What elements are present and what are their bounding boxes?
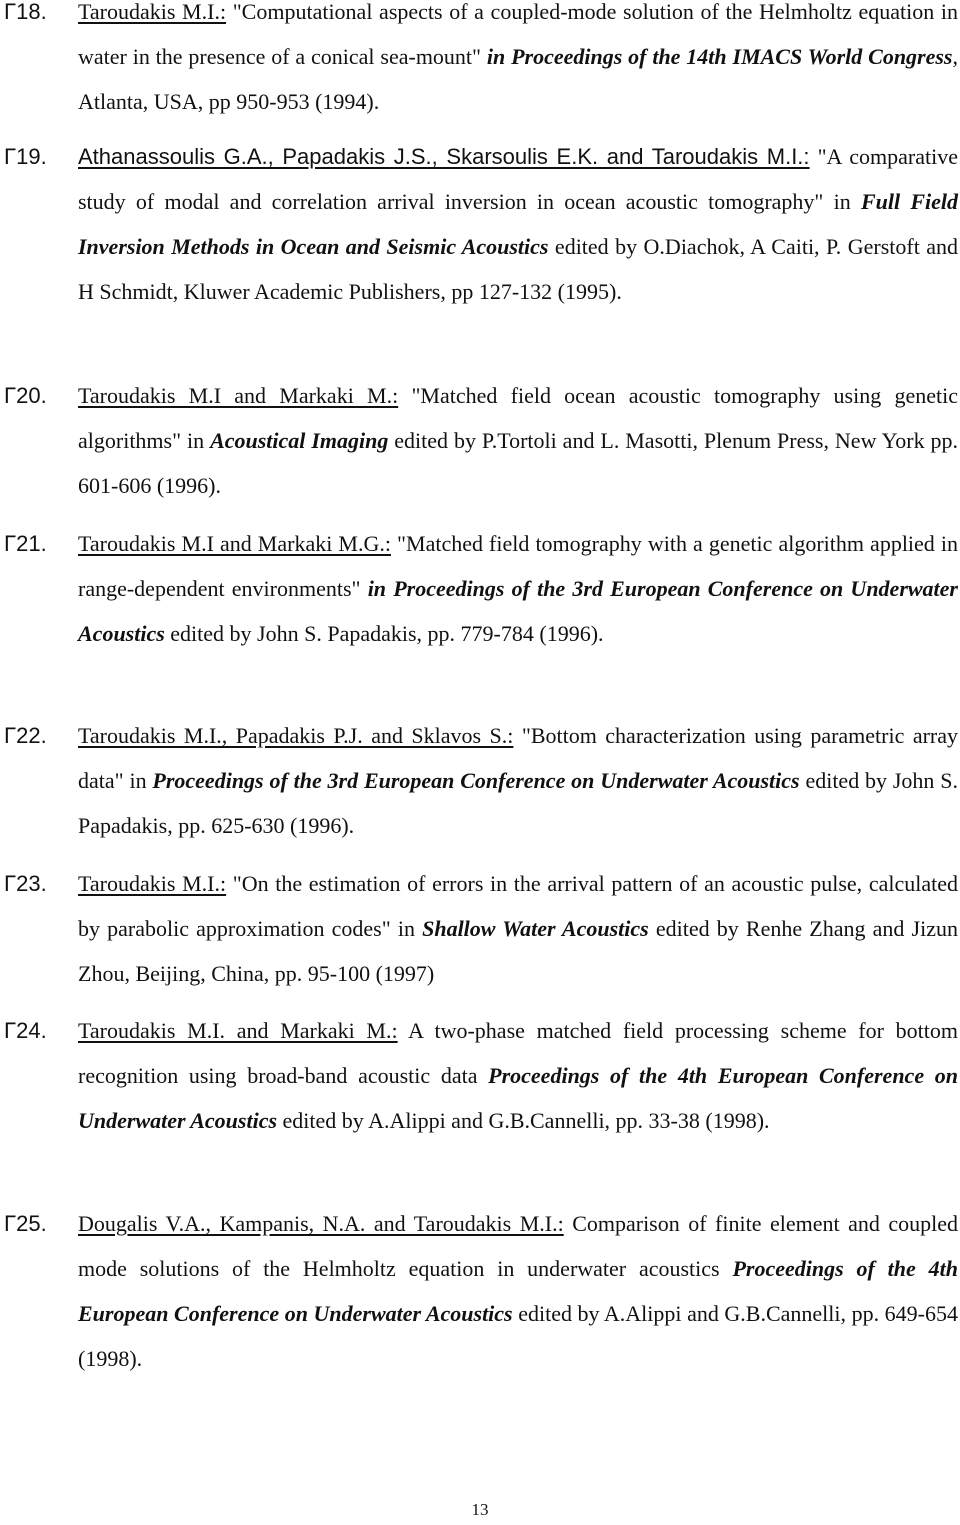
reference-authors: Taroudakis M.I.: xyxy=(78,0,227,24)
reference-title: "On the estimation of errors in the arrival pattern of an acoustic pulse, calculated by parabolic approximation codes" in xyxy=(78,871,958,941)
reference-details: , Atlanta, USA, pp 950-953 (1994). xyxy=(78,44,958,114)
reference-authors: Taroudakis M.I. and Markaki M.: xyxy=(78,1018,398,1043)
reference-text xyxy=(78,1201,958,1381)
reference-title: "A comparative study of modal and correlation arrival inversion in ocean acoustic tomography" in xyxy=(78,144,958,214)
reference-number: Γ24. xyxy=(4,1018,47,1043)
reference-authors: Taroudakis M.I., Papadakis P.J. and Sklavos S.: xyxy=(78,723,514,748)
reference-authors: Taroudakis M.I and Markaki M.: xyxy=(78,383,399,408)
reference-venue: Full Field Inversion Methods in Ocean and Seismic Acoustics xyxy=(78,189,959,259)
reference-text xyxy=(78,134,958,314)
reference-number: Γ19. xyxy=(4,144,47,169)
reference-details: edited by John S. Papadakis, pp. 625-630 (1996). xyxy=(78,768,958,838)
reference-text xyxy=(78,1008,958,1143)
reference-text xyxy=(78,713,958,848)
page-number: 13 xyxy=(471,1500,489,1519)
reference-text xyxy=(78,0,958,124)
reference-title: "Bottom characterization using parametric array data" in xyxy=(78,723,958,793)
reference-number: Γ23. xyxy=(4,871,47,896)
reference-venue: in Proceedings of the 3rd European Conference on Underwater Acoustics xyxy=(78,576,958,646)
reference-authors: Athanassoulis G.A., Papadakis J.S., Skarsoulis E.K. and Taroudakis M.I.: xyxy=(78,144,810,169)
reference-details: edited by John S. Papadakis, pp. 779-784 (1996). xyxy=(164,621,604,646)
reference-venue: Proceedings of the 4th European Conference on Underwater Acoustics xyxy=(78,1256,958,1326)
reference-title: A two-phase matched field processing scheme for bottom recognition using broad-band acoustic data xyxy=(78,1018,958,1088)
reference-number: Γ22. xyxy=(4,723,47,748)
reference-title: "Matched field tomography with a genetic algorithm applied in range-dependent environments" xyxy=(78,531,958,601)
reference-number: Γ25. xyxy=(4,1211,47,1236)
reference-title: Comparison of finite element and coupled mode solutions of the Helmholtz equation in underwater acoustics xyxy=(78,1211,958,1281)
reference-authors: Taroudakis M.I and Markaki M.G.: xyxy=(78,531,391,556)
reference-details: edited by A.Alippi and G.B.Cannelli, pp. 649-654 (1998). xyxy=(78,1301,958,1371)
reference-number: Γ20. xyxy=(4,383,47,408)
reference-text xyxy=(78,373,958,508)
reference-venue: Shallow Water Acoustics xyxy=(422,916,649,941)
reference-details: edited by P.Tortoli and L. Masotti, Plenum Press, New York pp. 601-606 (1996). xyxy=(78,428,959,498)
reference-venue: in Proceedings of the 14th IMACS World Congress xyxy=(486,44,953,69)
reference-venue: Acoustical Imaging xyxy=(210,428,389,453)
reference-venue: Proceedings of the 4th European Conference on Underwater Acoustics xyxy=(78,1063,958,1133)
reference-details: edited by O.Diachok, A Caiti, P. Gerstoft and H Schmidt, Kluwer Academic Publishers, pp 127-132 (1995). xyxy=(78,234,959,304)
reference-text xyxy=(78,521,958,656)
reference-title: "Computational aspects of a coupled-mode solution of the Helmholtz equation in water in the presence of a conical sea-mount" xyxy=(78,0,958,69)
reference-details: edited by A.Alippi and G.B.Cannelli, pp. 33-38 (1998). xyxy=(277,1108,770,1133)
reference-venue: Proceedings of the 3rd European Conference on Underwater Acoustics xyxy=(152,768,800,793)
reference-number: Γ21. xyxy=(4,531,47,556)
reference-authors: Dougalis V.A., Kampanis, N.A. and Taroudakis M.I.: xyxy=(78,1211,564,1236)
reference-text xyxy=(78,861,958,996)
reference-details: edited by Renhe Zhang and Jizun Zhou, Beijing, China, pp. 95-100 (1997) xyxy=(78,916,958,986)
reference-title: "Matched field ocean acoustic tomography using genetic algorithms" in xyxy=(78,383,958,453)
reference-authors: Taroudakis M.I.: xyxy=(78,871,227,896)
reference-number: Γ18. xyxy=(4,0,47,24)
